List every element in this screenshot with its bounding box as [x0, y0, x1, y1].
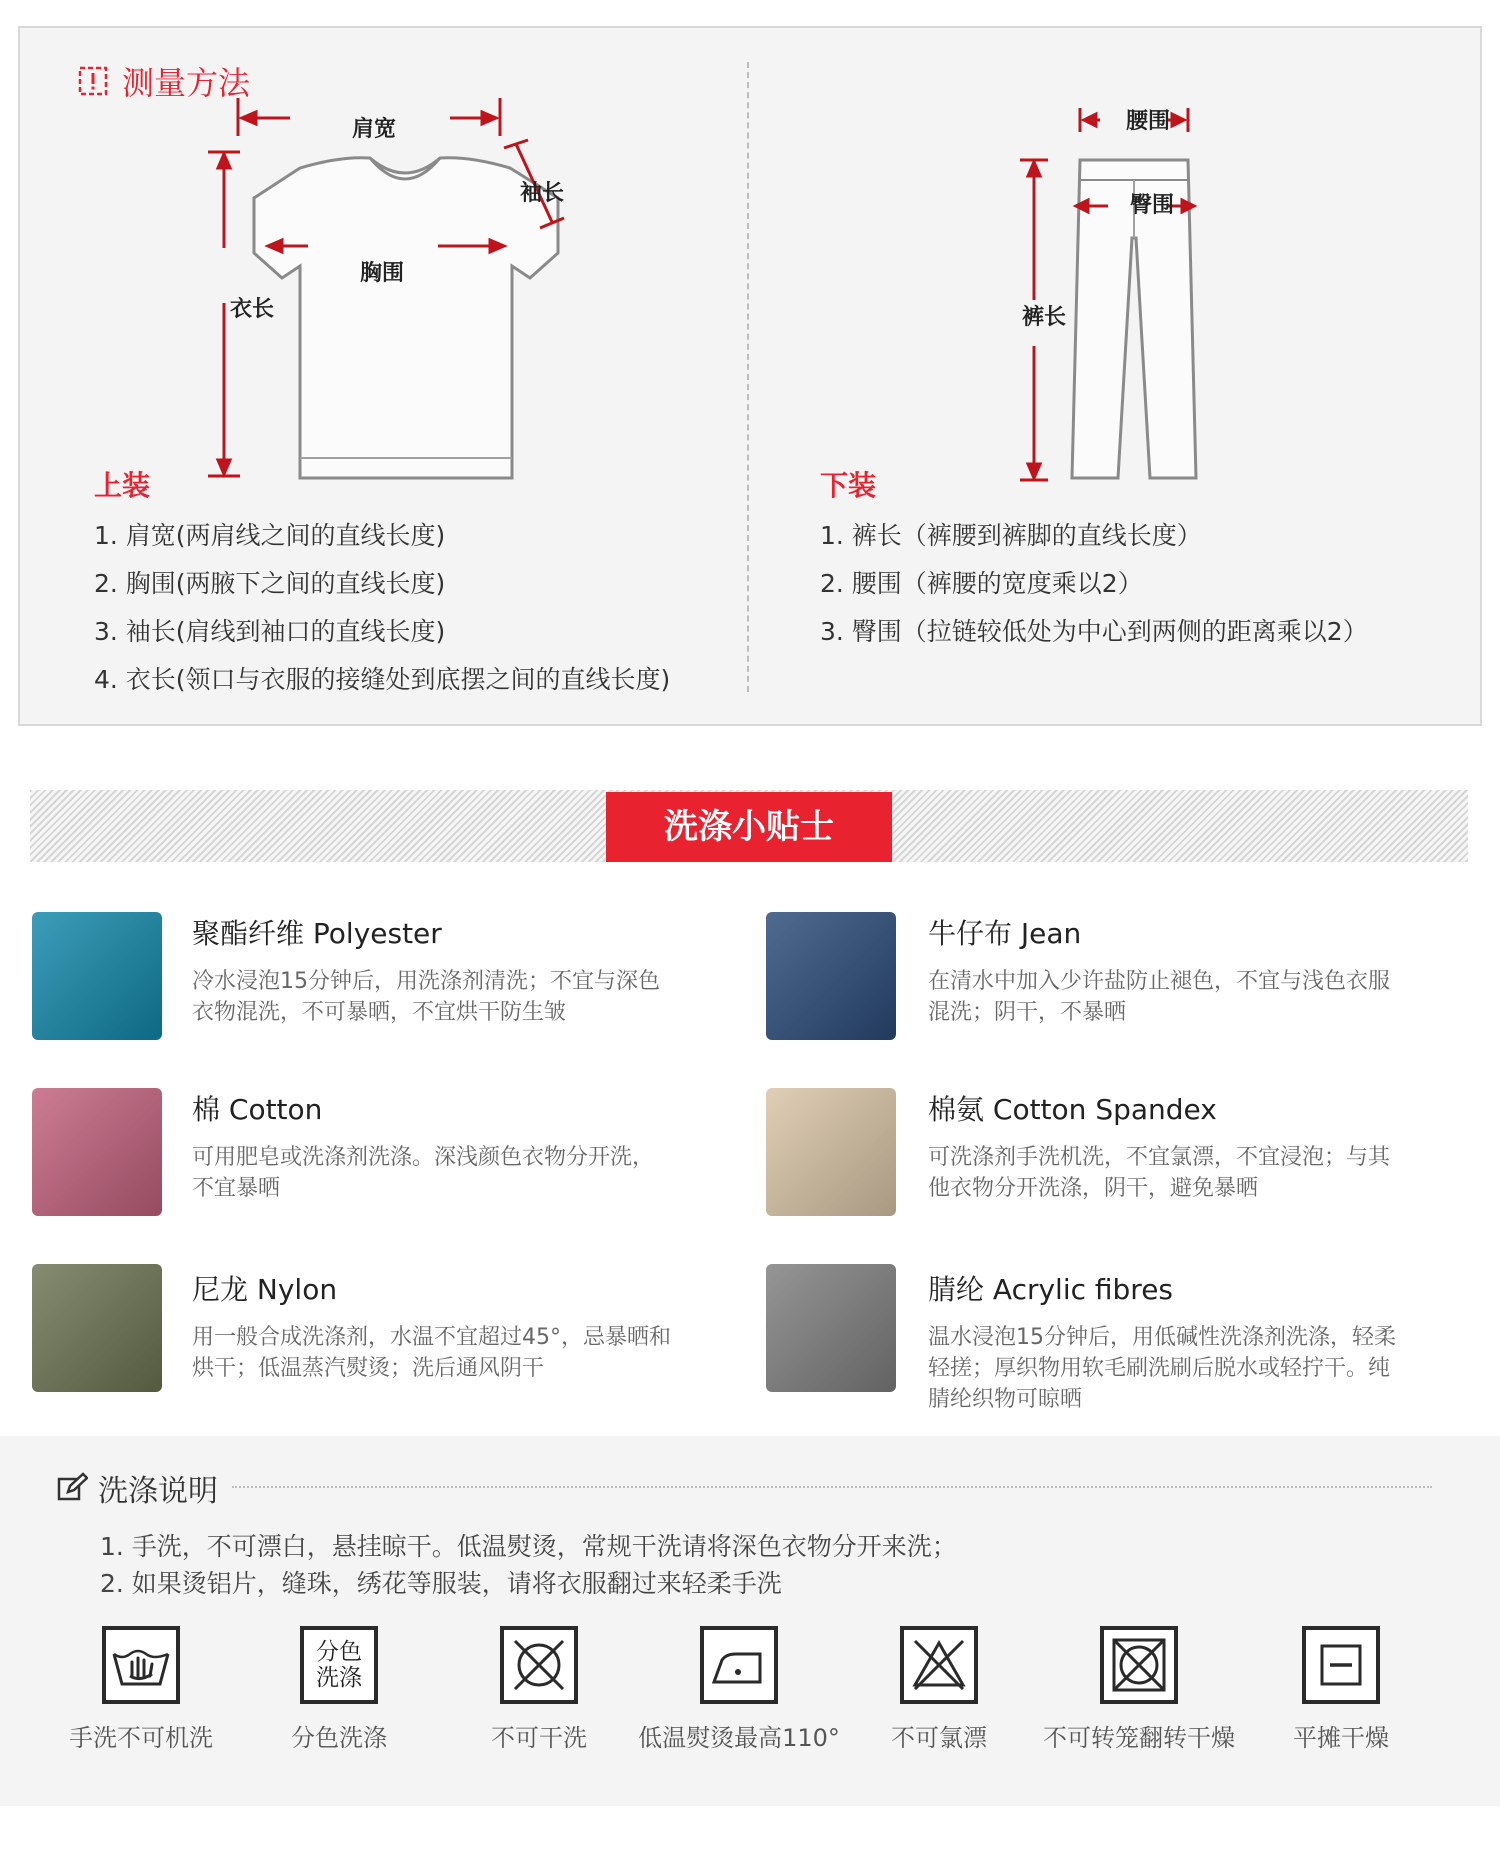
fabric-swatch [766, 1264, 896, 1392]
fabric-desc [192, 1322, 732, 1384]
symbol-label: 不可干洗 [491, 1724, 587, 1752]
fabric-swatch [766, 912, 896, 1040]
fabric-name: 棉 Cotton [192, 1093, 323, 1126]
fabric-desc-line: 可洗涤剂手洗机洗，不宜氯漂，不宜浸泡；与其 [928, 1145, 1391, 1170]
fabric-name: 尼龙 Nylon [192, 1273, 338, 1306]
wash-instructions-panel [0, 1436, 1500, 1806]
measure-title: 测量方法 [122, 64, 251, 102]
fabric-desc-line: 在清水中加入少许盐防止褪色，不宜与浅色衣服 [928, 969, 1391, 994]
fabric-desc-line: 他衣物分开洗涤，阴干，避免暴晒 [928, 1176, 1259, 1201]
bottom-section-list [820, 512, 1368, 656]
no-dry-clean-icon [500, 1626, 578, 1704]
symbol-label: 分色洗涤 [291, 1724, 387, 1752]
list-item: 2. 胸围(两腋下之间的直线长度) [94, 569, 446, 598]
no-tumble-dry-icon [1100, 1626, 1178, 1704]
fabric-desc-line: 可用肥皂或洗涤剂洗涤。深浅颜色衣物分开洗， [192, 1145, 655, 1170]
label-length: 衣长 [230, 297, 275, 322]
list-item: 2. 腰围（裤腰的宽度乘以2） [820, 569, 1143, 598]
fabric-desc [192, 966, 732, 1028]
flat-dry-icon [1302, 1626, 1380, 1704]
symbol-label: 不可氯漂 [891, 1724, 987, 1752]
low-iron-icon [700, 1626, 778, 1704]
fabric-desc [192, 1142, 732, 1204]
symbol-low-iron [634, 1626, 844, 1753]
fabric-name: 棉氨 Cotton Spandex [928, 1093, 1217, 1126]
symbol-flat-dry [1236, 1626, 1446, 1753]
measurement-panel [18, 26, 1482, 726]
fabric-card-acrylic [766, 1264, 896, 1392]
no-bleach-icon [900, 1626, 978, 1704]
label-hip: 臀围 [1130, 193, 1175, 218]
fabric-desc-line: 温水浸泡15分钟后，用低碱性洗涤剂洗涤，轻柔 [928, 1325, 1396, 1350]
list-item: 4. 衣长(领口与衣服的接缝处到底摆之间的直线长度) [94, 665, 671, 694]
fabric-swatch [32, 1264, 162, 1392]
tshirt-outline [254, 158, 558, 478]
fabric-info [192, 1268, 732, 1384]
panel-divider [747, 62, 749, 692]
tips-title: 洗涤小贴士 [606, 792, 892, 862]
symbol-no-bleach [834, 1626, 1044, 1753]
top-section-title: 上装 [94, 469, 151, 502]
icon-text: 洗涤 [316, 1665, 362, 1691]
list-item: 1. 裤长（裤腰到裤脚的直线长度） [820, 521, 1202, 550]
fabric-name: 腈纶 Acrylic fibres [928, 1273, 1174, 1306]
label-chest: 胸围 [360, 261, 405, 286]
label-waist: 腰围 [1126, 109, 1171, 134]
fabric-info [928, 1088, 1468, 1204]
top-section-list [94, 512, 670, 704]
fabric-info [192, 1088, 732, 1204]
label-pants-length: 裤长 [1022, 305, 1067, 330]
bottom-section-title: 下装 [820, 469, 877, 502]
fabric-desc [928, 1142, 1468, 1204]
fabric-card-nylon [32, 1264, 162, 1392]
label-shoulder: 肩宽 [352, 117, 397, 142]
fabric-desc-line: 混洗；阴干，不暴晒 [928, 1000, 1127, 1025]
wash-title: 洗涤说明 [98, 1474, 218, 1509]
list-item: 1. 肩宽(两肩线之间的直线长度) [94, 521, 446, 550]
symbol-label: 手洗不可机洗 [69, 1724, 213, 1752]
fabric-desc-line: 不宜暴晒 [192, 1176, 281, 1201]
fabric-swatch [766, 1088, 896, 1216]
pants-diagram [1000, 88, 1240, 508]
symbol-no-dry-clean [434, 1626, 644, 1753]
fabric-info [192, 912, 732, 1028]
fabric-desc-line: 衣物混洗，不可暴晒，不宜烘干防生皱 [192, 1000, 567, 1025]
fabric-swatch [32, 1088, 162, 1216]
symbol-hand-wash [36, 1626, 246, 1753]
fabric-info [928, 912, 1468, 1028]
fabric-name: 聚酯纤维 Polyester [192, 917, 442, 950]
symbol-label: 不可转笼翻转干燥 [1043, 1724, 1235, 1752]
fabric-desc-line: 腈纶织物可晾晒 [928, 1387, 1083, 1412]
fabric-desc [928, 1322, 1468, 1415]
symbol-label: 平摊干燥 [1293, 1724, 1389, 1752]
symbol-no-tumble-dry [1034, 1626, 1244, 1753]
title-divider [232, 1486, 1432, 1488]
wash-notes [100, 1528, 957, 1602]
fabric-desc-line: 烘干；低温蒸汽熨烫；洗后通风阴干 [192, 1356, 545, 1381]
alert-icon [78, 66, 108, 96]
fabric-desc-line: 冷水浸泡15分钟后，用洗涤剂清洗；不宜与深色 [192, 969, 660, 994]
list-item: 3. 臀围（拉链较低处为中心到两侧的距离乘以2） [820, 617, 1368, 646]
fabric-card-jean [766, 912, 896, 1040]
symbol-label: 低温熨烫最高110° [638, 1724, 840, 1752]
fabric-card-cotton-spandex [766, 1088, 896, 1216]
wash-note: 1. 手洗，不可漂白，悬挂晾干。低温熨烫，常规干洗请将深色衣物分开来洗； [100, 1532, 957, 1561]
fabric-desc [928, 966, 1468, 1028]
fabric-card-polyester [32, 912, 162, 1040]
fabric-name: 牛仔布 Jean [928, 917, 1082, 950]
separate-wash-icon [300, 1626, 378, 1704]
wash-header [56, 1466, 218, 1510]
wash-note: 2. 如果烫铝片，缝珠，绣花等服装，请将衣服翻过来轻柔手洗 [100, 1569, 782, 1598]
label-sleeve: 袖长 [520, 181, 565, 206]
hand-wash-icon [102, 1626, 180, 1704]
icon-text: 分色 [316, 1639, 362, 1665]
fabric-info [928, 1268, 1468, 1415]
symbol-separate-wash [234, 1626, 444, 1753]
fabric-desc-line: 轻搓；厚织物用软毛刷洗刷后脱水或轻拧干。纯 [928, 1356, 1391, 1381]
fabric-desc-line: 用一般合成洗涤剂，水温不宜超过45°，忌暴晒和 [192, 1325, 671, 1350]
fabric-swatch [32, 912, 162, 1040]
list-item: 3. 袖长(肩线到袖口的直线长度) [94, 617, 446, 646]
fabric-card-cotton [32, 1088, 162, 1216]
edit-icon [56, 1472, 88, 1504]
